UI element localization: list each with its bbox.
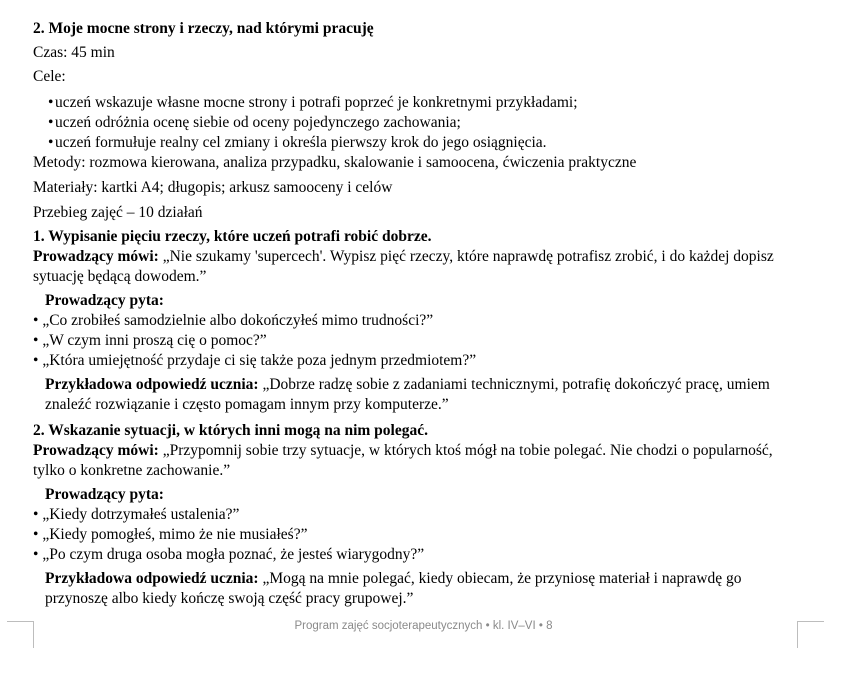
list-item: • uczeń wskazuje własne mocne strony i potrafi poprzeć je konkretnymi przykładami; <box>48 94 578 111</box>
list-item: • uczeń odróżnia ocenę siebie od oceny pojedynczego zachowania; <box>48 114 461 131</box>
activity-2-says: Prowadzący mówi: „Przypomnij sobie trzy sytuacje, w których ktoś mógł na tobie polegać. Nie chodzi o popularność, tylko o konkretne zachowanie.” <box>33 442 773 479</box>
list-item: • uczeń formułuje realny cel zmiany i określa pierwszy krok do jego osiągnięcia. <box>48 134 547 151</box>
section-title: 2. Moje mocne strony i rzeczy, nad którymi pracuję <box>33 20 374 37</box>
bullet-icon: • <box>33 352 39 369</box>
methods-text: Metody: rozmowa kierowana, analiza przypadku, skalowanie i samoocena, ćwiczenia praktyczne <box>33 154 637 171</box>
list-item: • „Po czym druga osoba mogła poznać, że jesteś wiarygodny?” <box>33 546 425 563</box>
page-footer: Program zajęć socjoterapeutycznych • kl. IV–VI • 8 <box>294 620 553 632</box>
goals-label: Cele: <box>33 68 66 85</box>
list-item: • „W czym inni proszą cię o pomoc?” <box>33 332 267 349</box>
list-item: • „Kiedy pomogłeś, mimo że nie musiałeś?” <box>33 526 308 543</box>
activity-2-answer: Przykładowa odpowiedź ucznia: „Mogą na mnie polegać, kiedy obiecam, że przyniosę materiał i naprawdę go przynoszę albo kiedy kończę swoją część pracy grupowej.” <box>45 570 742 607</box>
materials-text: Materiały: kartki A4; długopis; arkusz samooceny i celów <box>33 179 393 196</box>
list-item: • „Co zrobiłeś samodzielnie albo dokończyłeś mimo trudności?” <box>33 312 434 329</box>
bullet-icon: • <box>48 114 54 131</box>
list-item: • „Kiedy dotrzymałeś ustalenia?” <box>33 506 240 523</box>
bullet-icon: • <box>33 332 39 349</box>
activity-1-answer: Przykładowa odpowiedź ucznia: „Dobrze radzę sobie z zadaniami technicznymi, potrafię dokończyć pracę, umiem znaleźć rozwiązanie i często pomagam innym przy komputerze.” <box>45 376 770 413</box>
activity-2-question-list <box>33 505 803 565</box>
bullet-icon: • <box>33 526 39 543</box>
document-page <box>33 19 803 609</box>
course-heading: Przebieg zajęć – 10 działań <box>33 204 203 221</box>
duration-text: Czas: 45 min <box>33 44 115 61</box>
list-item: • „Która umiejętność przydaje ci się także poza jednym przedmiotem?” <box>33 352 477 369</box>
activity-2-title: 2. Wskazanie sytuacji, w których inni mogą na nim polegać. <box>33 422 428 439</box>
activity-1-questions <box>33 291 803 311</box>
bullet-icon: • <box>33 506 39 523</box>
asks-label: Prowadzący pyta: <box>45 292 164 309</box>
bullet-icon: • <box>48 94 54 111</box>
bullet-icon: • <box>33 312 39 329</box>
asks-label: Prowadzący pyta: <box>45 486 164 503</box>
activity-2-questions <box>33 485 803 505</box>
activity-1-question-list <box>33 311 803 371</box>
bullet-icon: • <box>33 546 39 563</box>
goals-list <box>33 93 803 153</box>
activity-1-title: 1. Wypisanie pięciu rzeczy, które uczeń potrafi robić dobrze. <box>33 228 432 245</box>
bullet-icon: • <box>48 134 54 151</box>
activity-1-says: Prowadzący mówi: „Nie szukamy 'supercech'. Wypisz pięć rzeczy, które naprawdę potrafisz zrobić, i do każdej dopisz sytuację będącą dowodem.” <box>33 248 774 285</box>
